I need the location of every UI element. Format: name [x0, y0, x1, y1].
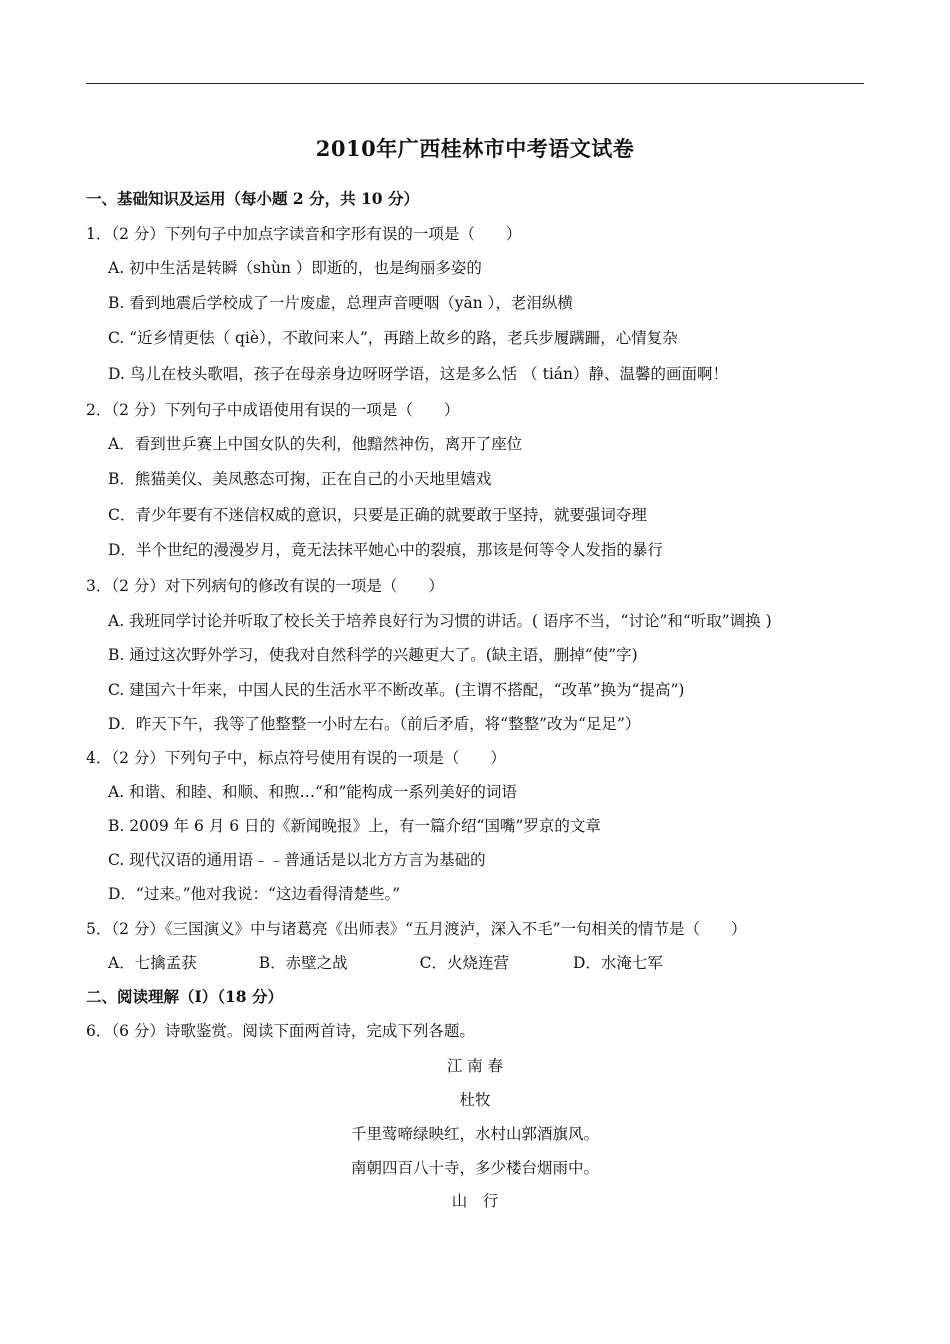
- question-2-stem: 2．（2 分）下列句子中成语使用有误的一项是（ ）: [86, 401, 460, 419]
- question-5-choice-c: C．火烧连营: [419, 954, 509, 972]
- question-3-option-c: C. 建国六十年来，中国人民的生活水平不断改革。(主谓不搭配，“改革”换为“提高”): [108, 681, 685, 699]
- question-5-stem: 5．（2 分）《三国演义》中与诸葛亮《出师表》“五月渡泸，深入不毛”一句相关的情节是（ ）: [86, 920, 747, 938]
- question-2-option-d: D．半个世纪的漫漫岁月，竟无法抹平她心中的裂痕，那该是何等令人发指的暴行: [108, 541, 663, 559]
- question-2-option-b: B．熊猫美仪、美凤憨态可掬，正在自己的小天地里嬉戏: [108, 470, 492, 488]
- question-5-choice-d: D．水淹七军: [572, 954, 663, 972]
- question-2-option-c: C．青少年要有不迷信权威的意识，只要是正确的就要敢于坚持，就要强词夺理: [108, 506, 647, 524]
- poem-1-line-2: 南朝四百八十寺，多少楼台烟雨中。: [350, 1159, 599, 1177]
- question-4-option-a: A. 和谐、和睦、和顺、和煦…“和”能构成一系列美好的词语: [108, 783, 517, 801]
- page-title: 2010年广西桂林市中考语文试卷: [315, 136, 635, 161]
- question-4-stem: 4．（2 分）下列句子中，标点符号使用有误的一项是（ ）: [86, 749, 506, 767]
- question-6-stem: 6．（6 分）诗歌鉴赏。阅读下面两首诗，完成下列各题。: [86, 1022, 475, 1040]
- question-3-stem: 3．（2 分）对下列病句的修改有误的一项是（ ）: [86, 577, 444, 595]
- question-4-option-d: D．“过来。”他对我说：“这边看得清楚些。”: [108, 885, 401, 903]
- question-1-option-a: A. 初中生活是转瞬（shùn ）即逝的，也是绚丽多姿的: [108, 259, 482, 277]
- poem-1-author: 杜牧: [459, 1091, 491, 1109]
- question-1-option-c: C. “近乡情更怯（ qiè），不敢问来人”，再踏上故乡的路，老兵步履蹒跚，心情复杂: [108, 329, 678, 347]
- header-rule: [86, 83, 864, 84]
- section-2-heading: 二、阅读理解（Ⅰ）（18 分）: [86, 987, 283, 1006]
- question-5-choice-b: B．赤壁之战: [258, 954, 348, 972]
- question-4-option-c: C. 现代汉语的通用语﹣﹣普通话是以北方方言为基础的: [108, 851, 486, 869]
- section-1-heading: 一、基础知识及运用（每小题 2 分，共 10 分）: [86, 189, 419, 208]
- question-5-choice-a: A．七擒孟获: [108, 954, 197, 972]
- poem-1-line-1: 千里莺啼绿映红，水村山郭酒旗风。: [350, 1125, 599, 1143]
- question-3-option-d: D．昨天下午，我等了他整整一小时左右。（前后矛盾，将“整整”改为“足足”）: [108, 715, 641, 733]
- question-5-choices: [108, 953, 663, 973]
- question-4-option-b: B. 2009 年 6 月 6 日的《新闻晚报》上，有一篇介绍“国嘴”罗京的文章: [108, 817, 601, 835]
- question-2-option-a: A．看到世乒赛上中国女队的失利，他黯然神伤，离开了座位: [108, 435, 523, 453]
- poem-1-title: 江 南 春: [446, 1057, 504, 1075]
- question-1-option-d: D. 鸟儿在枝头歌唱，孩子在母亲身边呀呀学语，这是多么恬 （ tián）静、温馨的画面啊！: [108, 365, 728, 383]
- question-1-stem: 1．（2 分）下列句子中加点字读音和字形有误的一项是（ ）: [86, 225, 522, 243]
- question-3-option-a: A. 我班同学讨论并听取了校长关于培养良好行为习惯的讲话。( 语序不当，“讨论”和“听取”调换 ): [108, 612, 772, 630]
- poem-2-title: 山 行: [451, 1192, 499, 1210]
- question-3-option-b: B. 通过这次野外学习，使我对自然科学的兴趣更大了。(缺主语，删掉“使”字): [108, 646, 638, 664]
- question-1-option-b: B. 看到地震后学校成了一片废虚，总理声音哽咽（yān ），老泪纵横: [108, 294, 573, 312]
